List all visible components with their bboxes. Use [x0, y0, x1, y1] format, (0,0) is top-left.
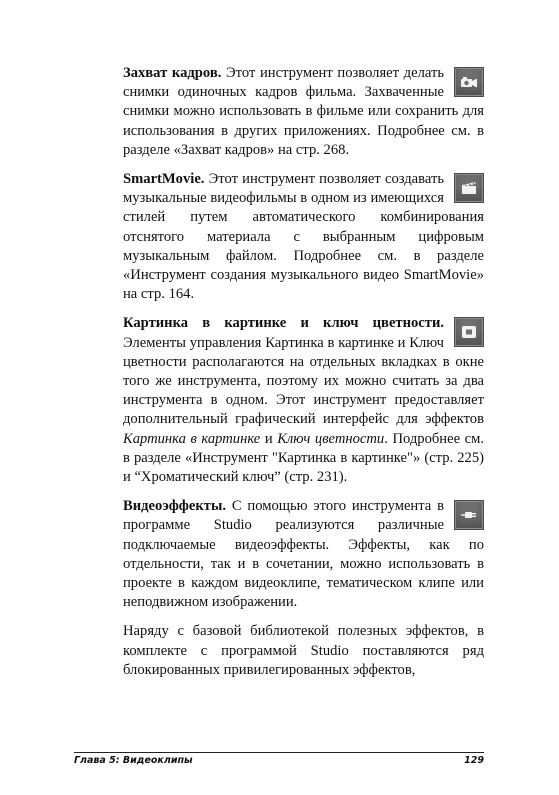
page-footer [74, 752, 484, 766]
paragraph [123, 314, 484, 487]
camera-capture-icon [454, 67, 484, 97]
page-number: 129 [464, 755, 484, 766]
section-video-effects [123, 497, 484, 612]
section-frame-capture [123, 64, 484, 160]
section-title: SmartMovie. [123, 171, 205, 188]
picture-in-picture-icon [454, 317, 484, 347]
emphasis-text: Картинка в картинке [123, 430, 261, 447]
paragraph [123, 497, 484, 612]
section-title: Видеоэффекты. [123, 498, 226, 515]
section-pip-chroma [123, 314, 484, 487]
section-text: С помощью этого инструмента в программе Studio реализуются различные подключаемые видеоэффекты. Эффекты, как по отдельности, так и в сочетании, можно использовать в проекте в каждом видеоклипе, тематическом клипе или неподвижном изображении. [123, 498, 484, 611]
paragraph: Наряду с базовой библиотекой полезных эффектов, в комплекте с программой Studio поставляются ряд блокированных привилегированных эффектов, [123, 623, 484, 678]
section-smartmovie [123, 170, 484, 304]
section-title: Захват кадров. [123, 65, 222, 81]
section-text: . Подробнее см. в разделе «Инструмент "Картинка в картинке"» (стр. 225) и “Хроматический ключ” (стр. 231). [123, 430, 484, 486]
section-text: Этот инструмент позволяет создавать музыкальные видеофильмы в одном из имеющихся стилей путем автоматического комбинирования отснятого материала с выбранным цифровым музыкальным файлом. Подробнее см. в разделе «Инструмент создания музыкального видео SmartMovie» на стр. 164. [123, 171, 484, 303]
paragraph [123, 170, 484, 304]
section-text: и [260, 430, 278, 447]
clapperboard-icon [454, 173, 484, 203]
page-body [123, 64, 484, 690]
emphasis-text: Ключ цветности [277, 430, 385, 447]
section-title: Картинка в картинке и ключ цветности. [123, 315, 444, 332]
chapter-title: Глава 5: Видеоклипы [74, 755, 193, 766]
section-effects-library [123, 622, 484, 680]
video-effects-icon [454, 500, 484, 530]
section-text: Элементы управления Картинка в картинке и Ключ цветности располагаются на отдельных вкладках в окне того же инструмента, поэтому их можно считать за два инструмента в одном. Этот инструмент предоставляет дополнительный графический интерфейс для эффектов [123, 334, 484, 428]
paragraph [123, 64, 484, 160]
section-text: Этот инструмент позволяет делать снимки одиночных кадров фильма. Захваченные снимки можно использовать в фильме или сохранить для использования в других приложениях. Подробнее см. в разделе «Захват кадров» на стр. 268. [123, 65, 484, 158]
